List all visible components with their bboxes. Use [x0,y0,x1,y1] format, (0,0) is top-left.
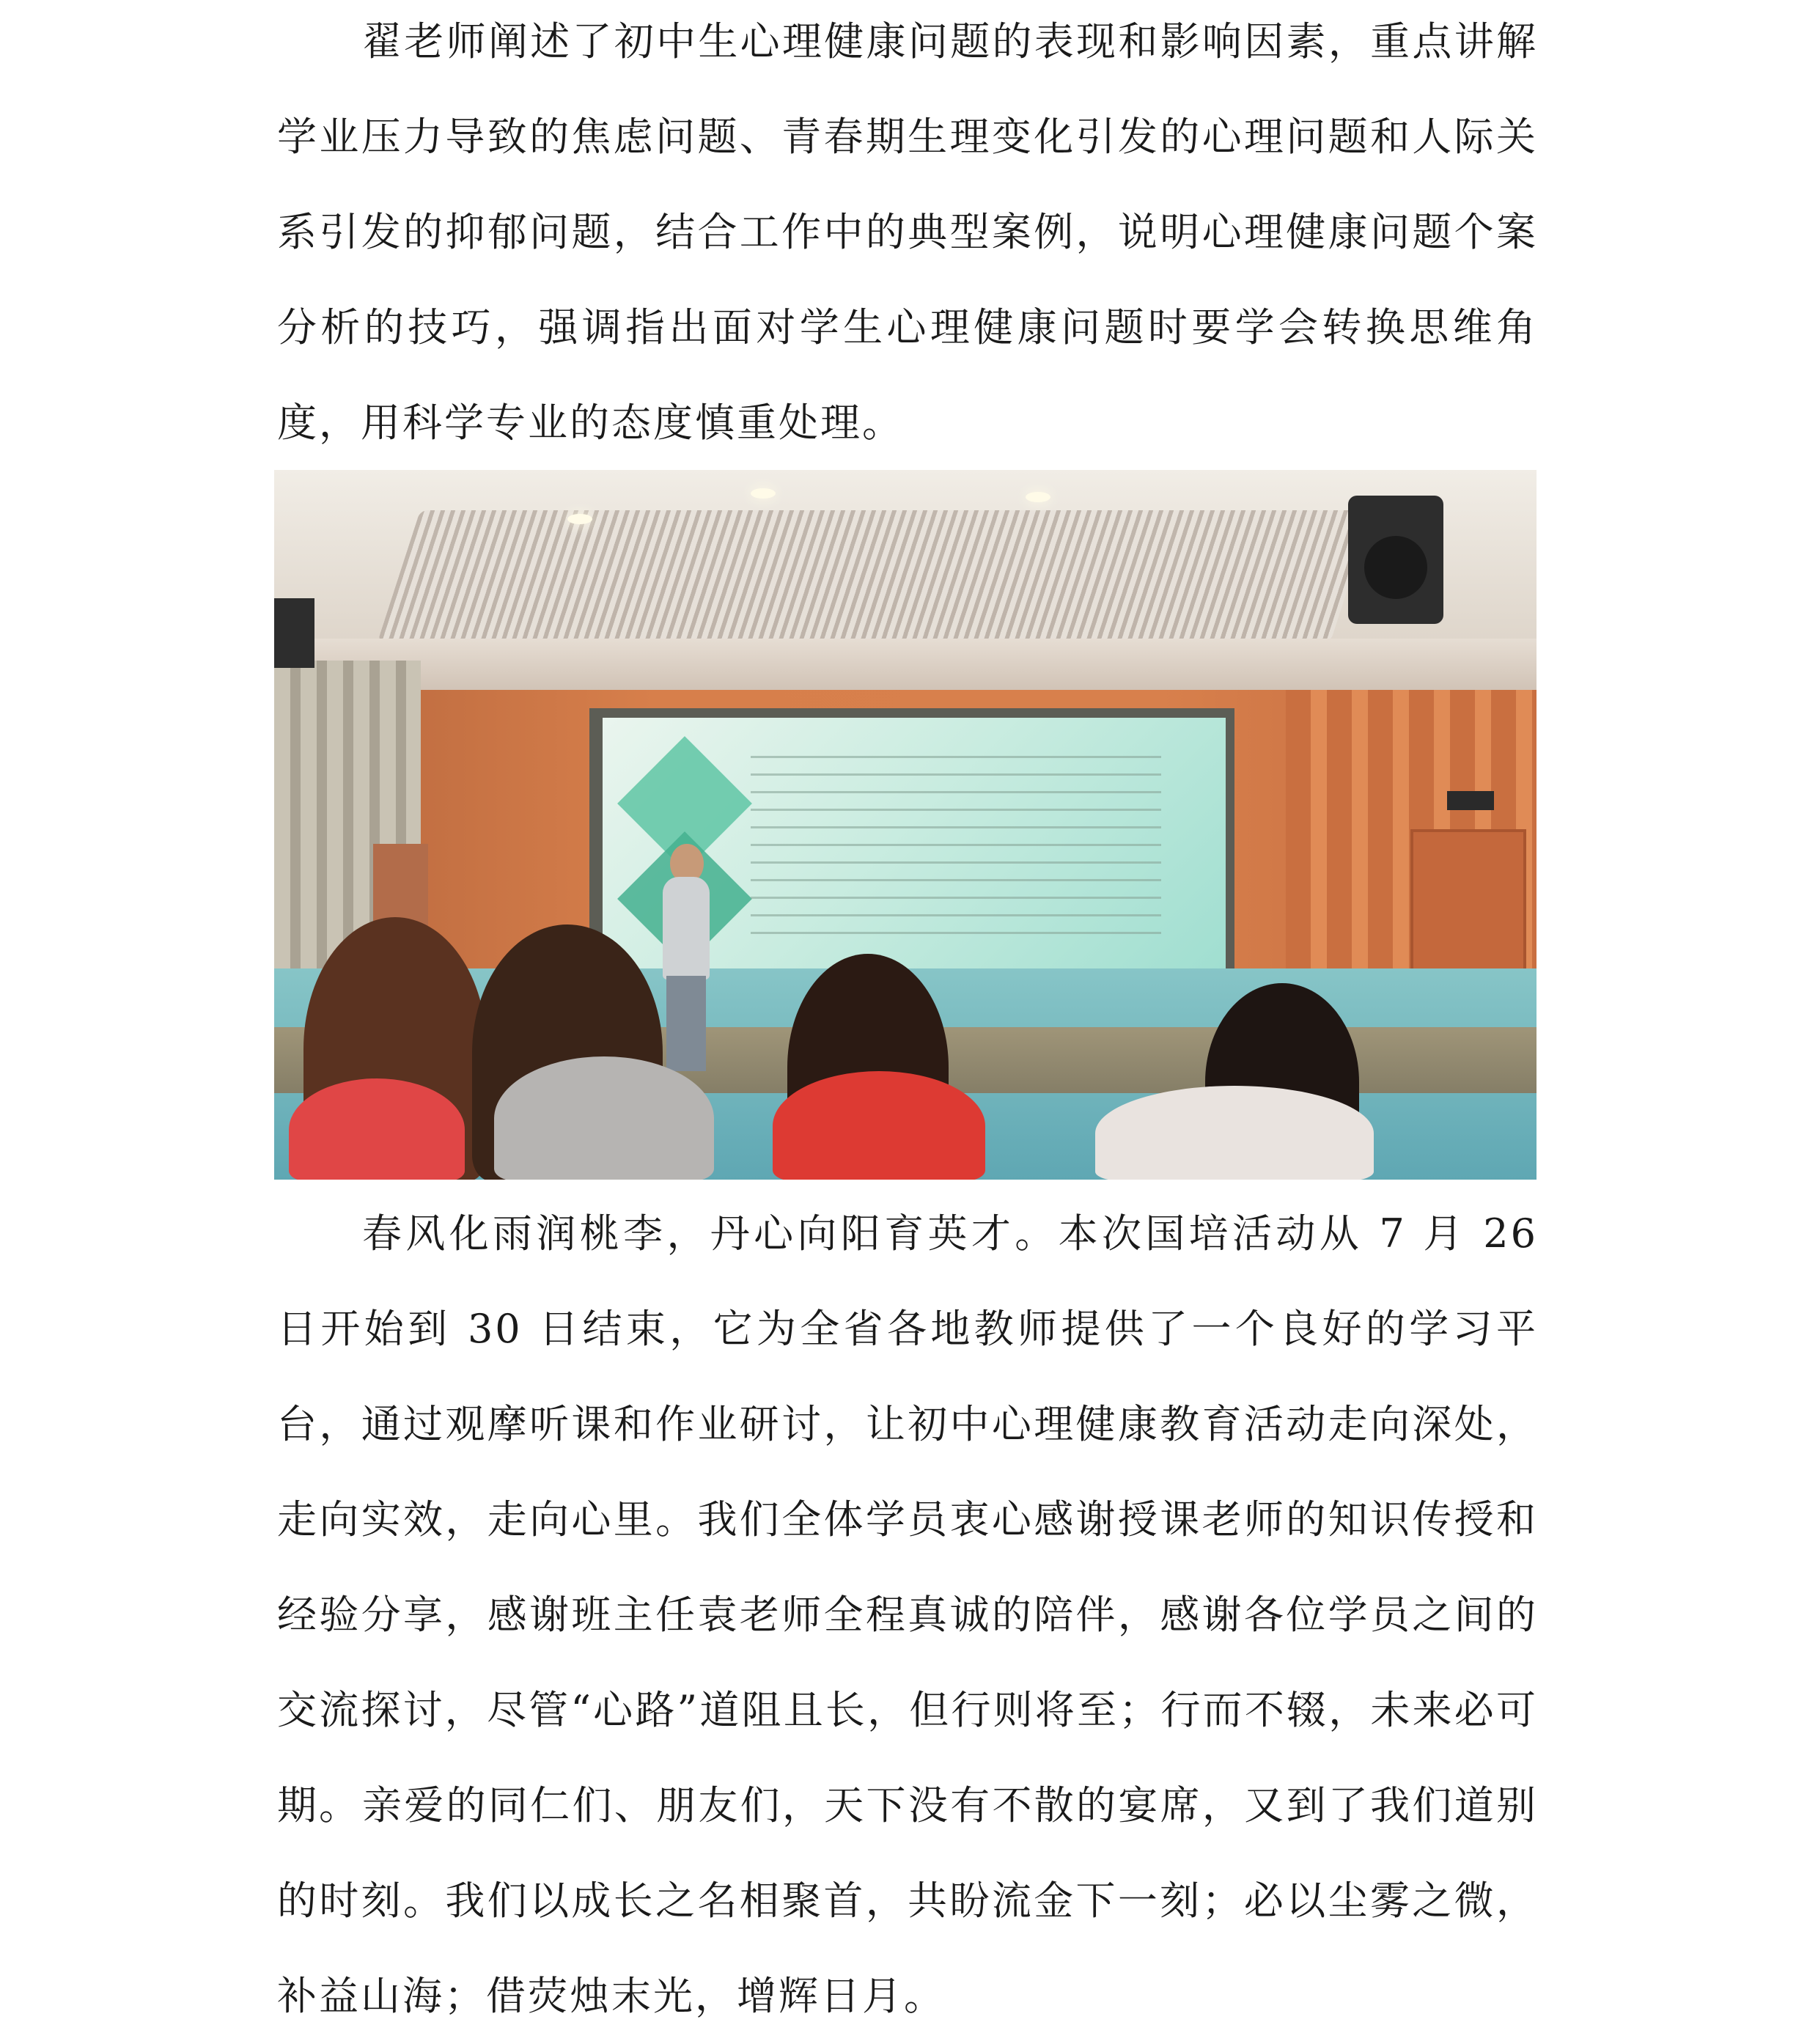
photo-downlight [751,488,776,499]
photo-red-chair [289,1078,465,1180]
lecture-hall-photo [274,470,1537,1180]
photo-screen-text-lines [751,756,1161,946]
photo-presenter-legs [666,976,706,1071]
photo-audience-shirt [1095,1086,1374,1180]
photo-presenter-body [663,877,710,979]
photo-downlight [567,514,592,524]
paragraph-2: 春风化雨润桃李，丹心向阳育英才。本次国培活动从 7 月 26 日开始到 30 日结束，它为全省各地教师提供了一个良好的学习平台，通过观摩听课和作业研讨，让初中心理健康教育活动走向深处，走向实效，走向心里。我们全体学员衷心感谢授课老师的知识传授和经验分享，感谢班主任袁老师全程真诚的陪伴，感谢各位学员之间的交流探讨，尽管“心路”道阻且长，但行则将至；行而不辍，未来必可期。 [277,1210,1538,1828]
paragraph-1: 翟老师阐述了初中生心理健康问题的表现和影响因素，重点讲解学业压力导致的焦虑问题、青春期生理变化引发的心理问题和人际关系引发的抑郁问题，结合工作中的典型案例，说明心理健康问题个案分析的技巧，强调指出面对学生心理健康问题时要学会转换思维角度，用科学专业的态度慎重处理。 [277,18,1538,446]
photo-downlight [1026,492,1050,502]
photo-speaker [1348,496,1443,624]
photo-audience-shirt [773,1071,985,1180]
paragraph-3: 亲爱的同仁们、朋友们，天下没有不散的宴席，又到了我们道别的时刻。我们以成长之名相聚首，共盼流金下一刻；必以尘雾之微，补益山海；借荧烛末光，增辉日月。 [277,1782,1538,2019]
photo-exit-sign [1447,791,1494,810]
photo-chandelier [378,510,1373,642]
photo-speaker-left [274,598,314,668]
photo-audience-shirt [494,1056,714,1180]
